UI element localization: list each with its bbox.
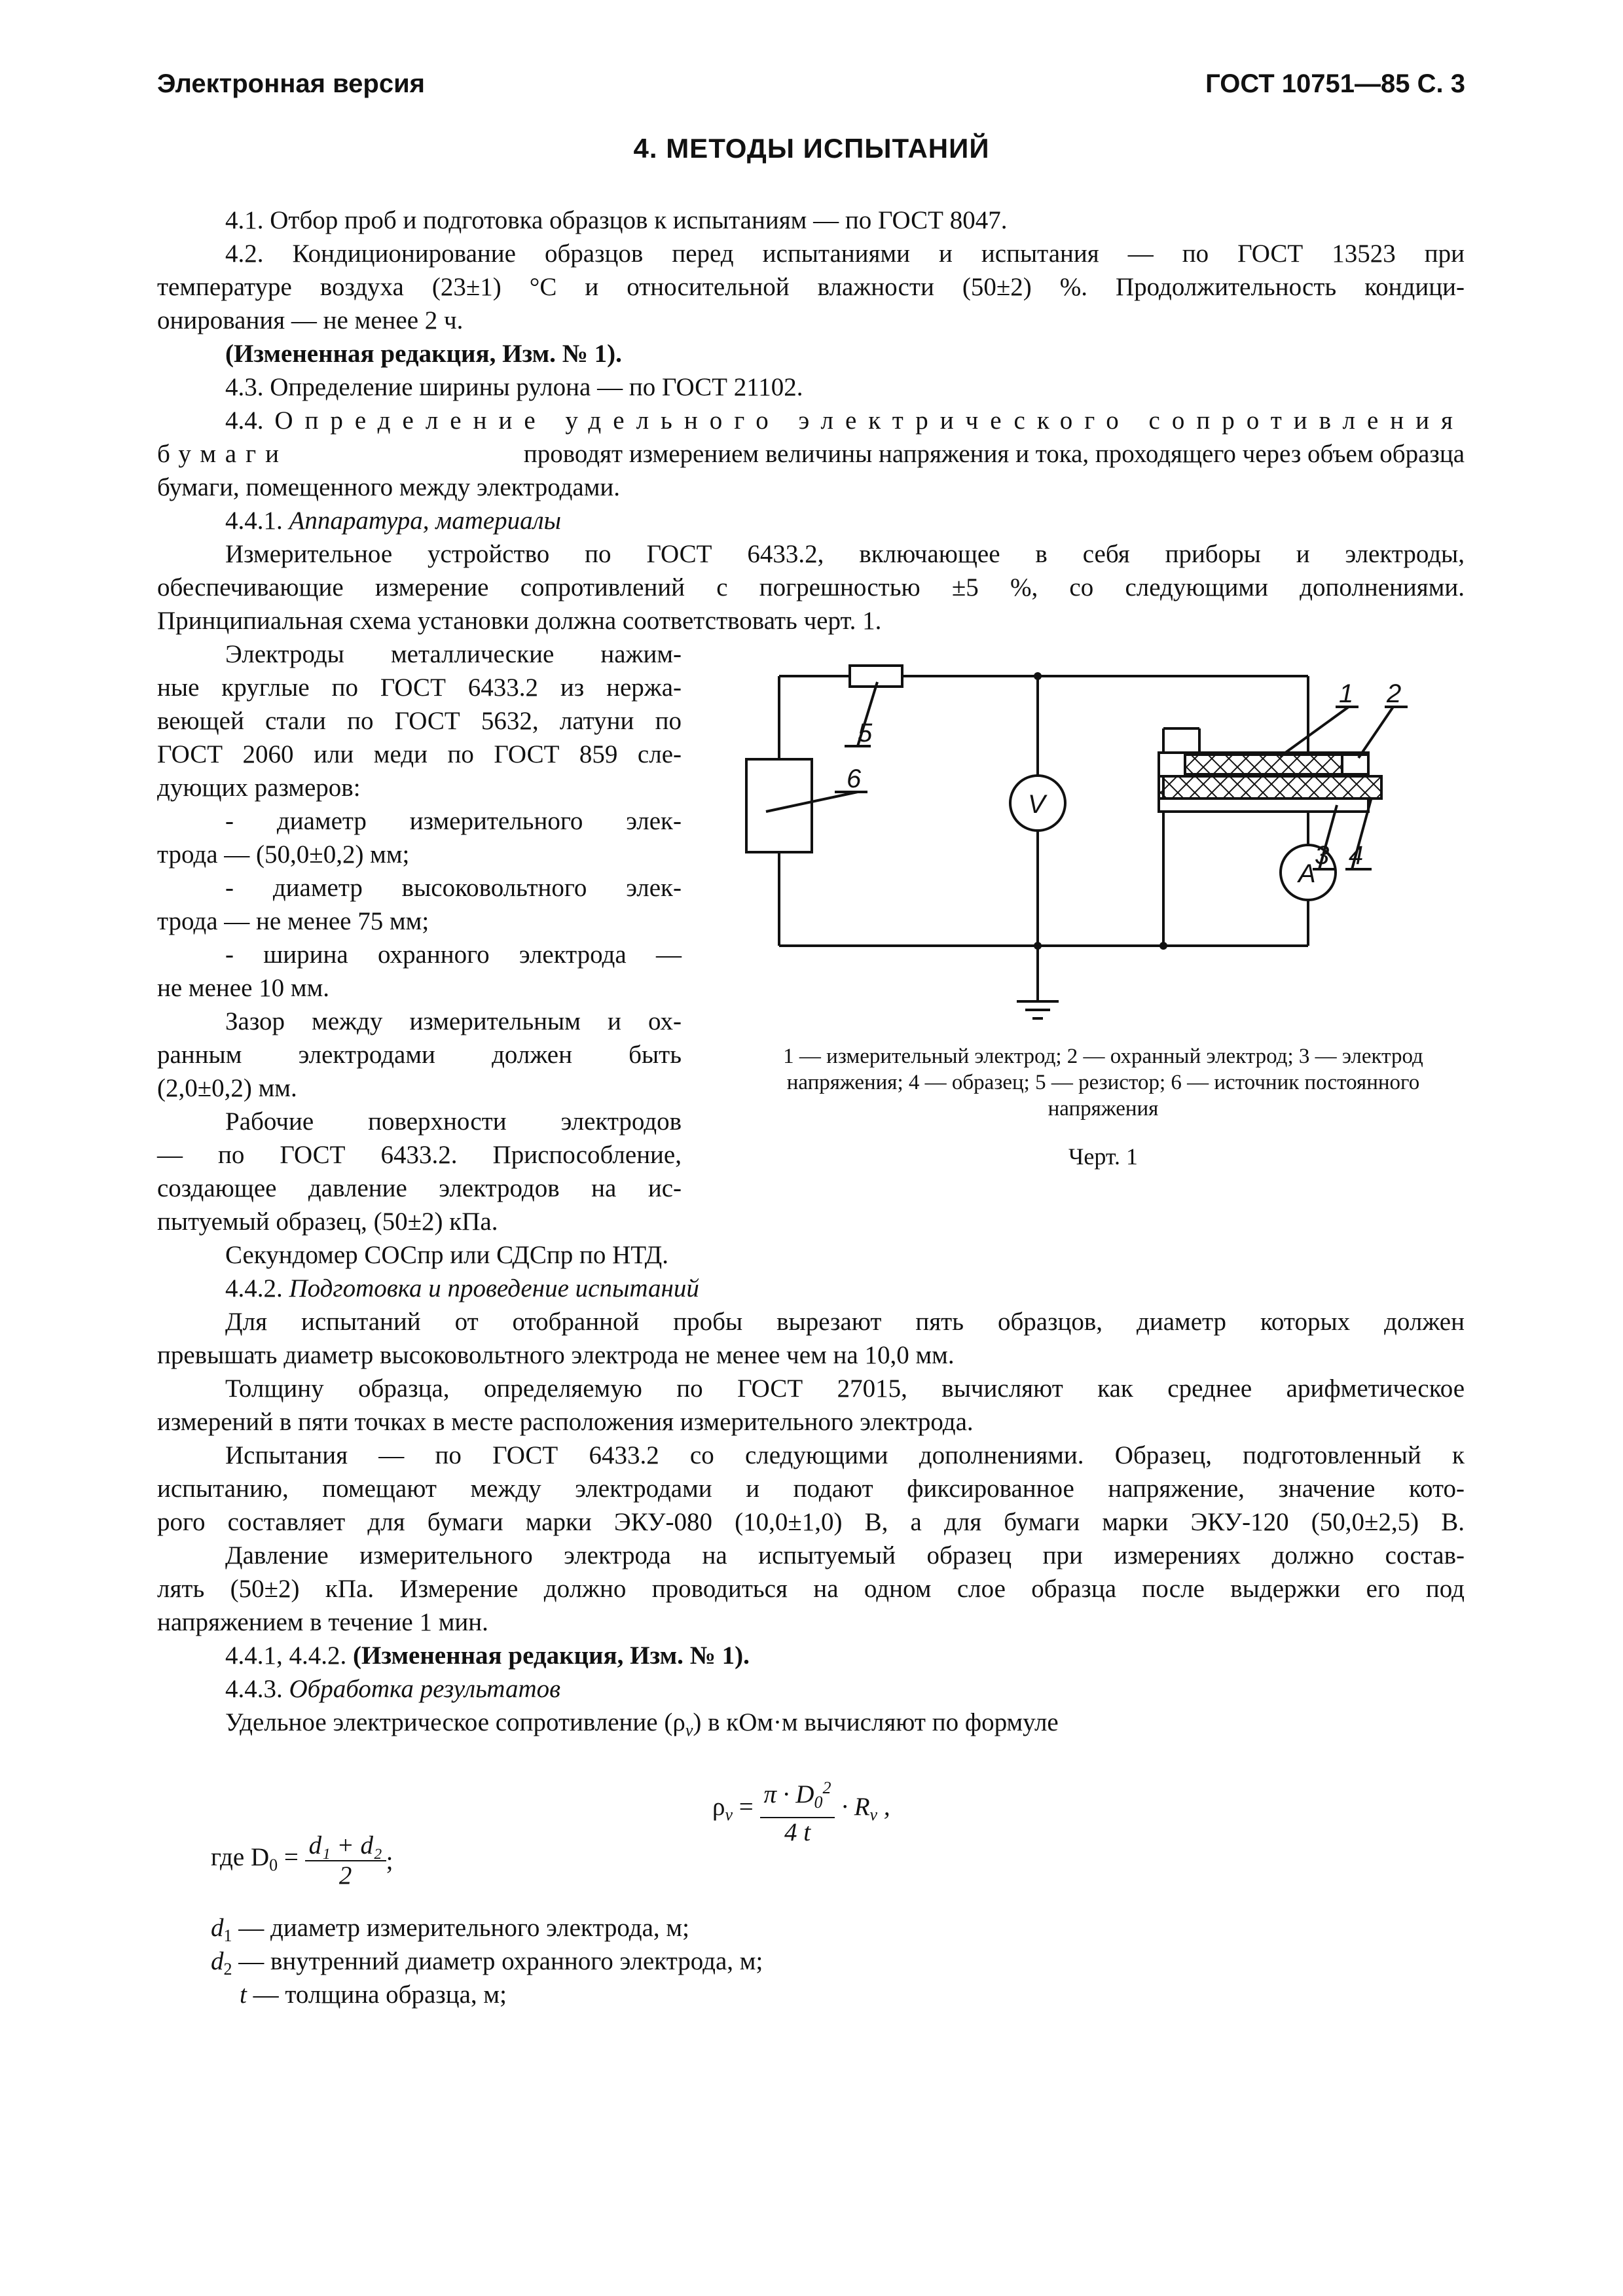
- figure-caption-line1: 1 — измерительный электрод; 2 — охранный электрод; 3 — электрод: [783, 1045, 1423, 1068]
- para-4-4-3-text-a: Удельное электрическое сопротивление (ρ: [225, 1708, 685, 1736]
- para-4-4-3-text-b: ) в кОм·м вычисляют по формуле: [693, 1708, 1059, 1736]
- para-4-4-1-number: 4.4.1.: [225, 507, 283, 535]
- left-col-line-18: пытуемый образец, (50±2) кПа.: [157, 1208, 498, 1236]
- para-4-4-1-line2: обеспечивающие измерение сопротивлений с погрешностью ±5 %, со следующими дополнениями.: [157, 573, 1465, 601]
- leader-2: [1359, 707, 1393, 758]
- left-col-line-11: не менее 10 мм.: [157, 974, 330, 1002]
- para-4-4-2-c-line2: испытанию, помещают между электродами и подают фиксированное напряжение, значение кото-: [157, 1475, 1465, 1503]
- para-4-2-line3: онирования — не менее 2 ч.: [157, 306, 464, 334]
- rho-subscript-v: v: [685, 1721, 693, 1740]
- para-4-4-2-b-line2: измерений в пяти точках в месте расположения измерительного электрода.: [157, 1408, 974, 1436]
- left-col-line-6: - диаметр измерительного элек-: [225, 807, 682, 835]
- formula-rhs: [835, 1790, 890, 1831]
- para-4-4-3-number: 4.4.3.: [225, 1675, 283, 1703]
- formula-denominator: 4 t: [784, 1818, 811, 1846]
- guard-electrode-2: [1342, 755, 1368, 774]
- label-1: 1: [1339, 679, 1354, 708]
- definition-t: [240, 1978, 507, 2011]
- para-4-4-line3: бумаги, помещенного между электродами.: [157, 473, 621, 501]
- para-4-2-line1: 4.2. Кондиционирование образцов перед испытаниями и испытания — по ГОСТ 13523 при: [225, 240, 1465, 268]
- para-4-4-spaced-heading: Определение удельного электрического сопротивления: [274, 406, 1465, 435]
- left-col-line-8: - диаметр высоковольтного элек-: [225, 874, 682, 902]
- left-col-line-10: - ширина охранного электрода —: [225, 941, 682, 969]
- figure-title: Черт. 1: [1068, 1143, 1138, 1170]
- where-prefix-text: где D: [211, 1842, 270, 1871]
- definition-t-text: — толщина образца, м;: [246, 1981, 507, 2009]
- where-tail: ;: [386, 1846, 393, 1875]
- label-6: 6: [847, 764, 862, 793]
- formula-rho-symbol: ρ: [712, 1792, 725, 1821]
- para-4-4-2-c-line3: рого составляет для бумаги марки ЭКУ-080 (10,0±1,0) В, а для бумаги марки ЭКУ-120 (50,0±2,5) В.: [157, 1508, 1465, 1536]
- header-right: ГОСТ 10751—85 С. 3: [1205, 69, 1465, 98]
- para-4-4-number: 4.4.: [225, 406, 264, 435]
- dc-source-6: [746, 759, 812, 852]
- sample-4: [1159, 776, 1381, 798]
- figure-caption-line3: напряжения: [1048, 1097, 1159, 1121]
- formula-d0: [211, 1831, 393, 1890]
- formula-numerator: [760, 1774, 835, 1818]
- para-4-4-2-d-line1: Давление измерительного электрода на испытуемый образец при измерениях должно состав-: [225, 1541, 1465, 1570]
- formula-r-text: · R: [841, 1792, 870, 1821]
- formula-num-sup: 2: [822, 1778, 831, 1797]
- para-4-4-1-line3: Принципиальная схема установки должна соответствовать черт. 1.: [157, 607, 882, 635]
- left-col-line-1: Электроды металлические нажим-: [225, 640, 682, 668]
- label-4: 4: [1349, 841, 1364, 870]
- para-4-4-2-c-line1: Испытания — по ГОСТ 6433.2 со следующими дополнениями. Образец, подготовленный к: [225, 1441, 1465, 1469]
- para-4-4-1-title: Аппаратура, материалы: [289, 507, 562, 535]
- left-col-line-9: трода — не менее 75 мм;: [157, 907, 429, 935]
- para-4-4-2-number: 4.4.2.: [225, 1274, 283, 1302]
- left-col-line-17: создающее давление электродов на ис-: [157, 1174, 682, 1202]
- left-col-line-15: Рабочие поверхности электродов: [225, 1107, 682, 1136]
- left-col-line-12: Зазор между измерительным и ох-: [225, 1007, 682, 1035]
- para-4-4-2-heading: [225, 1272, 699, 1305]
- para-4-4-3-title: Обработка результатов: [289, 1675, 561, 1703]
- circuit-diagram: [727, 648, 1473, 1028]
- left-col-line-13: ранным электродами должен быть: [157, 1041, 682, 1069]
- amendment-2-text: (Измененная редакция, Изм. № 1).: [353, 1641, 750, 1670]
- where-numerator: d₁ + d₂: [305, 1831, 386, 1861]
- formula-num-text: π · D: [763, 1780, 814, 1808]
- para-4-1: 4.1. Отбор проб и подготовка образцов к испытаниям — по ГОСТ 8047.: [225, 206, 1008, 234]
- para-4-4-line2: [157, 437, 1465, 471]
- left-col-line-14: (2,0±0,2) мм.: [157, 1074, 297, 1102]
- formula-fraction: [760, 1774, 835, 1847]
- para-4-4-2-d-line2: лять (50±2) кПа. Измерение должно проводиться на одном слое образца после выдержки его под: [157, 1575, 1465, 1603]
- formula-lhs: $\rho_v$ =: [712, 1792, 760, 1824]
- definition-d1-text: — диаметр измерительного электрода, м;: [232, 1914, 689, 1942]
- label-3: 3: [1315, 841, 1330, 870]
- para-4-4-rest: проводят измерением величины напряжения и тока, проходящего через объем образца: [523, 440, 1465, 468]
- para-4-4-2-title: Подготовка и проведение испытаний: [289, 1274, 699, 1302]
- left-col-line-5: дующих размеров:: [157, 774, 361, 802]
- formula-num-sub: 0: [814, 1793, 823, 1812]
- definition-t-symbol: t: [240, 1981, 247, 2009]
- left-col-line-2: ные круглые по ГОСТ 6433.2 из нержа-: [157, 673, 682, 702]
- amendment-note-1: (Измененная редакция, Изм. № 1).: [225, 340, 622, 368]
- where-d0-sub: 0: [269, 1855, 278, 1874]
- definition-d2-sub: 2: [223, 1960, 232, 1979]
- para-4-4-2-a-line1: Для испытаний от отобранной пробы вырезают пять образцов, диаметр которых должен: [225, 1308, 1465, 1336]
- node-bottom-center: [1034, 942, 1042, 950]
- amendment-2-prefix: 4.4.1, 4.4.2.: [225, 1641, 347, 1670]
- left-col-line-7: трода — (50,0±0,2) мм;: [157, 840, 410, 869]
- measuring-electrode-1: [1185, 755, 1342, 774]
- para-4-4-line1: [225, 404, 1465, 437]
- header-left: Электронная версия: [157, 69, 426, 98]
- node-bottom-guard: [1159, 942, 1167, 950]
- para-4-4-1-heading: [225, 504, 561, 537]
- voltmeter-label: V: [1028, 790, 1046, 819]
- formula-rho: [712, 1774, 890, 1847]
- para-4-4-2-d-line3: напряжением в течение 1 мин.: [157, 1608, 488, 1636]
- definition-d1-symbol: d: [211, 1914, 224, 1942]
- formula-tail: ,: [883, 1792, 890, 1821]
- para-4-4-3-text: [225, 1706, 1059, 1747]
- definition-d2-symbol: d: [211, 1947, 224, 1975]
- label-5: 5: [858, 719, 873, 747]
- formula-lhs-sub: v: [725, 1804, 733, 1824]
- para-4-4-1-line1: Измерительное устройство по ГОСТ 6433.2, включающее в себя приборы и электроды,: [225, 540, 1465, 568]
- para-4-4-2-a-line2: превышать диаметр высоковольтного электрода не менее чем на 10,0 мм.: [157, 1341, 955, 1369]
- where-denominator: 2: [338, 1861, 352, 1890]
- para-4-4-3-heading: [225, 1672, 560, 1706]
- where-prefix: где $D_0$ =: [211, 1842, 305, 1874]
- left-col-line-3: веющей стали по ГОСТ 5632, латуни по: [157, 707, 682, 735]
- left-col-line-16: — по ГОСТ 6433.2. Приспособление,: [157, 1141, 682, 1169]
- definition-d1-sub: 1: [223, 1926, 232, 1945]
- stopwatch-line: Секундомер СОСпр или СДСпр по НТД.: [225, 1241, 668, 1269]
- para-4-4-spaced-word: бумаги: [157, 440, 288, 468]
- para-4-4-2-b-line1: Толщину образца, определяемую по ГОСТ 27015, вычисляют как среднее арифметическое: [225, 1374, 1465, 1403]
- label-2: 2: [1387, 679, 1402, 708]
- where-fraction: [305, 1831, 386, 1890]
- para-4-3: 4.3. Определение ширины рулона — по ГОСТ 21102.: [225, 373, 803, 401]
- leader-1: [1280, 707, 1349, 757]
- section-title: 4. МЕТОДЫ ИСПЫТАНИЙ: [633, 133, 990, 164]
- para-4-2-line2: температуре воздуха (23±1) °С и относительной влажности (50±2) %. Продолжительность кондици-: [157, 273, 1465, 301]
- node-top: [1034, 672, 1042, 680]
- formula-r-sub: v: [869, 1804, 878, 1824]
- definition-d2-text: — внутренний диаметр охранного электрода, м;: [232, 1947, 763, 1975]
- figure-caption: [733, 1043, 1473, 1122]
- left-col-line-4: ГОСТ 2060 или меди по ГОСТ 859 сле-: [157, 740, 682, 768]
- ammeter-label: A: [1298, 859, 1316, 888]
- figure-caption-line2: напряжения; 4 — образец; 5 — резистор; 6 — источник постоянного: [786, 1071, 1420, 1094]
- amendment-note-2: [225, 1639, 750, 1672]
